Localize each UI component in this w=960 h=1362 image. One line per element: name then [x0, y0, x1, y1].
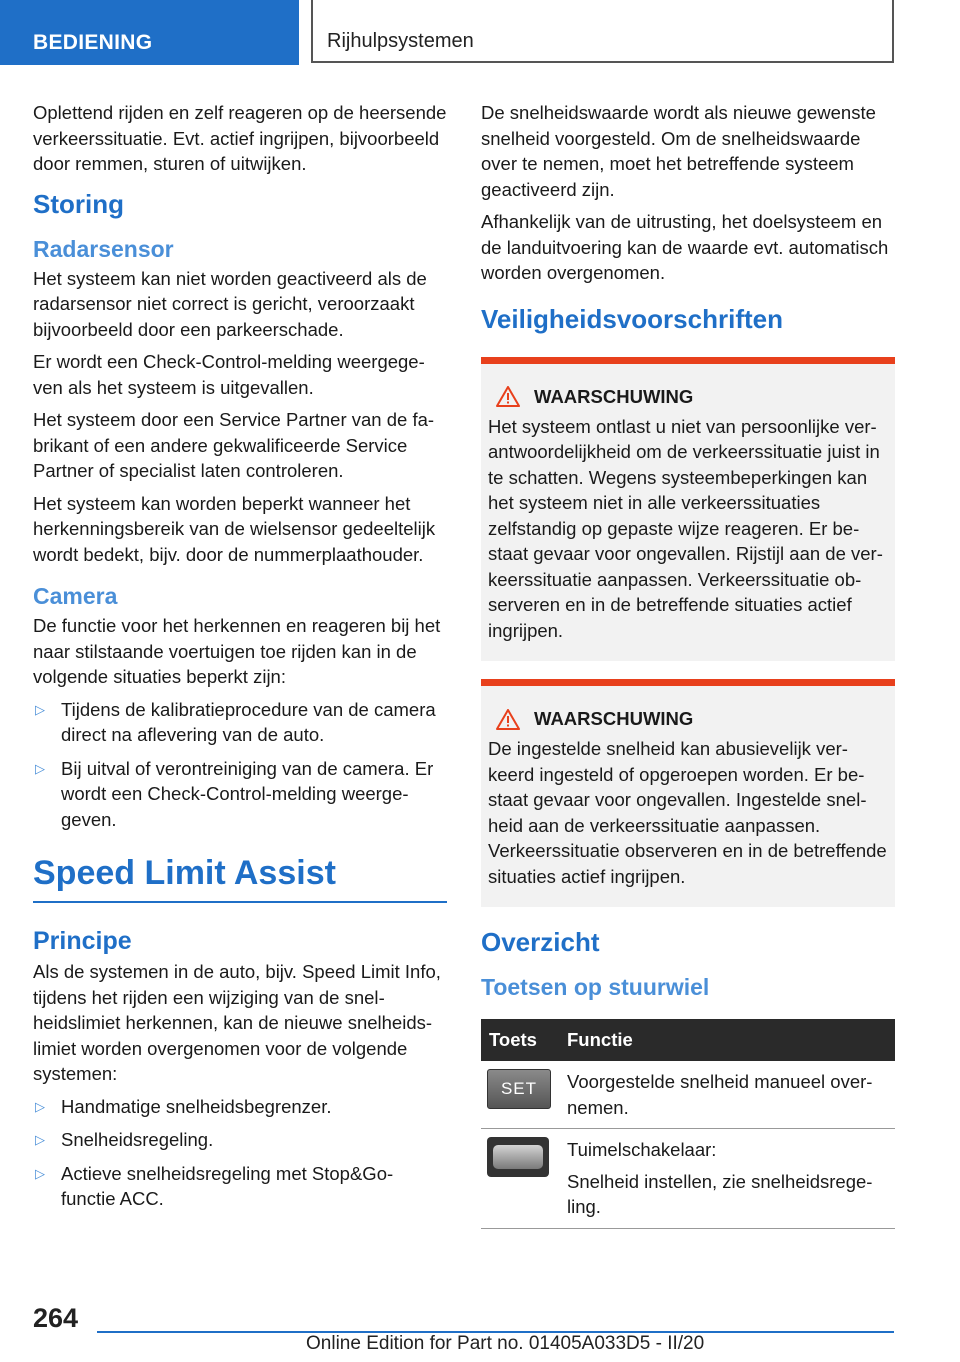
radar-paragraph: Het systeem kan worden beperkt wanneer het herkenningsbereik van de wielsensor gedeeltelijk wordt bedekt, bijv. door de nummerplaathouder. [33, 492, 436, 565]
edition-footer: Online Edition for Part no. 01405A033D5 - II/20 [306, 1333, 705, 1354]
column-header: Toets [481, 1019, 559, 1061]
principe-list [33, 1094, 447, 1212]
camera-paragraph: De functie voor het herkennen en reageren bij het naar stilstaande voertuigen toe rijden kan in de volgende situaties beperkt zijn: [33, 615, 441, 687]
list-item: ▷ Bij uitval of verontreiniging van de camera. Er wordt een Check-Control-melding weergegeven. [35, 757, 434, 830]
table-header-row [481, 1019, 895, 1061]
storing-heading: Storing [33, 188, 124, 219]
principe-paragraph: Als de systemen in de auto, bijv. Speed Limit Info, tijdens het rijden een wijziging van de snelheidslimiet herkennen, kan de nieuwe snelheidslimiet worden overgenomen voor de volgende systemen: [33, 961, 441, 1084]
table-row [481, 1129, 895, 1229]
camera-list [33, 697, 447, 833]
warning-triangle-icon [496, 386, 520, 407]
warning-box [481, 679, 895, 907]
function-cell: Voorgestelde snelheid manueel overnemen. [559, 1061, 895, 1129]
buttons-table [481, 1019, 895, 1229]
body-paragraph: De snelheidswaarde wordt als nieuwe gewenste snelheid voorgesteld. Om de snelheidswaarde over te nemen, moet het betreffende systeem geactiveerd zijn. [481, 102, 876, 200]
set-button-icon: SET [487, 1069, 551, 1109]
chapter-tab [311, 0, 894, 63]
list-item: ▷ Snelheidsregeling. [33, 1127, 447, 1153]
radar-heading: Radarsensor [33, 235, 174, 262]
warning-label: WAARSCHUWING [534, 708, 694, 729]
column-header: Functie [559, 1019, 895, 1061]
overview-heading: Overzicht [481, 927, 600, 957]
warning-triangle-icon [496, 709, 520, 730]
body-paragraph: Afhankelijk van de uitrusting, het doelsysteem en de landuitvoering kan de waarde evt. automatisch worden overgenomen. [481, 211, 889, 283]
triangle-bullet-icon: ▷ [35, 1132, 45, 1147]
safety-heading: Veiligheidsvoorschriften [481, 303, 783, 334]
rocker-switch-icon [487, 1137, 549, 1177]
warning-text: Het systeem ontlast u niet van persoonlijke verantwoordelijkheid om de verkeerssituatie juist in te schatten. Wegens systeembeperkingen kan het systeem niet in alle verkeerssituaties zelfstandig op gepaste wijze reageren. Er bestaat gevaar voor ongevallen. Rijstijl aan de verkeerssituatie aanpassen. Verkeerssituatie observeren en in de betreffende situaties actief ingrijpen. [488, 415, 883, 641]
warning-text: De ingestelde snelheid kan abusievelijk verkeerd ingesteld of opgeroepen worden. Er bestaat gevaar voor ongevallen. Ingestelde snelheid aan de verkeerssituatie aanpassen. Verkeerssituatie observeren en in de betreffende situaties actief ingrijpen. [488, 738, 887, 887]
triangle-bullet-icon: ▷ [35, 1165, 45, 1181]
section-title: BEDIENING [33, 31, 153, 54]
principe-heading: Principe [33, 927, 132, 955]
section-tab [0, 0, 299, 65]
function-cell: Tuimelschakelaar: Snelheid instellen, zie snelheidsregeling. [559, 1129, 895, 1229]
warning-label: WAARSCHUWING [534, 385, 694, 407]
intro-paragraph: Oplettend rijden en zelf reageren op de heersende verkeerssituatie. Evt. actief ingrijpen, bijvoorbeeld door remmen, sturen of uitwijken. [33, 102, 447, 174]
speed-limit-assist-heading: Speed Limit Assist [33, 854, 447, 903]
list-item: ▷ Handmatige snelheidsbegrenzer. [33, 1094, 447, 1120]
camera-heading: Camera [33, 583, 118, 609]
left-column [33, 100, 447, 1220]
warning-box [481, 357, 895, 662]
triangle-bullet-icon: ▷ [35, 1098, 45, 1114]
radar-paragraph: Het systeem door een Service Partner van de fabrikant of een andere gekwalificeerde Service Partner of specialist laten controleren. [33, 409, 435, 481]
page-number: 264 [33, 1303, 79, 1333]
triangle-bullet-icon: ▷ [35, 701, 45, 717]
table-row [481, 1061, 895, 1129]
radar-paragraph: Het systeem kan niet worden geactiveerd als de radarsensor niet correct is gericht, veroorzaakt bijvoorbeeld door een parkeerschade. [33, 267, 427, 340]
right-column [481, 100, 895, 1229]
chapter-title: Rijhulpsystemen [327, 30, 474, 52]
triangle-bullet-icon: ▷ [35, 760, 45, 776]
buttons-heading: Toetsen op stuurwiel [481, 974, 710, 1000]
list-item: ▷ Actieve snelheidsregeling met Stop&Go-functie ACC. [35, 1162, 394, 1209]
list-item: ▷ Tijdens de kalibratieprocedure van de camera direct na aflevering van de auto. [35, 698, 436, 745]
radar-paragraph: Er wordt een Check-Control-melding weergegeven als het systeem is uitgevallen. [33, 351, 425, 398]
